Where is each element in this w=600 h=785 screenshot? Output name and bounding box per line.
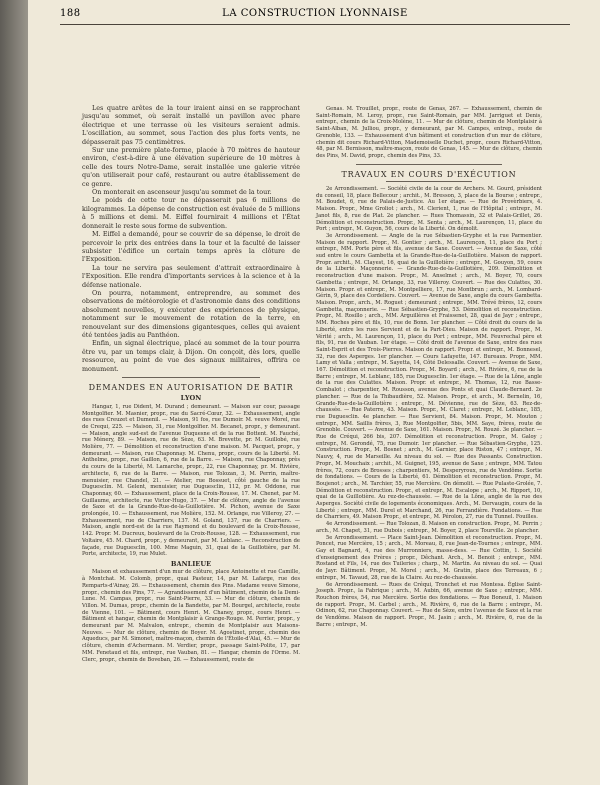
right-column [316, 106, 542, 628]
page-number: 188 [60, 8, 81, 19]
section-divider [356, 164, 502, 165]
arrondissement-2: 2e Arrondissement. — Société civile de la cour de Archers. M. Gourd, président du conseil, 18, place Bellecour ; archit., M. Bresson, 3, place de la Bourse ; entrepr., M. Boudet, 6, rue de Palais-de-Justice. Au 1er étage. — Rue de Provèrbiers, 4. Maison. Propr., Mme Groliot ; arch., M. Clerient, 1, rue de l'Hôpital ; entrepr., M. Janot fils, 8, rue de Plat. 2e plancher. — Rues Thomassin, 32 et Palais-Grillet, 26. Démolition et reconstruction. Propr., M. Senta ; arch., M. Laurençon, 11, place du Port ; entrepr., M. Guyon, 56, cours de la Liberté. On démolit. [316, 186, 542, 233]
arrondissement-4: 4e Arrondissement. — Rue Tolozan, 8. Maison en construction. Propr., M. Perrin ; arch., M. Chapet, 31, rue Dubois ; entrepr., M. Boyer, 2, place Tourville. 2e plancher. [316, 521, 542, 534]
journal-title: LA CONSTRUCTION LYONNAISE [222, 8, 408, 19]
lyon-listings: Hangar, 1, rue Dident, M. Durand ; demeurant. — Maison sur cour, passage Montgolfier. M. Masnier, propr., rue du Sacré-Cœur, 32. — Exhaussement, angle des rues Creuzet et Dumenil. — Maison, 91 fos, rue Dumoir. M. veuve Morel, rue de Crequi, 225. — Maison, 31, rue Montgolfier. M. Becanet, propr., y demeurant. — Maison, angle sud-est de l'avenue Duquesne et de la rue Bottent. M. Fauché, rue Ménery, 89. — Maison, rue de Sèze, 63. M. Brevette, pr. M. Guillobé, rue Molière, 77. — Démolition et reconstruction d'une maison. M. Pacquet, propr., y demeurant. — Maison, rue Chaponnay. M. Chenu, propr., cours de la Liberté. M. Anthelme, propr., rue Gaillon, 6, rue de la Barre. — Maison, rue Chaponnay, près du cours de la Liberté, M. Lamarche, propr., 22, rue Chaponnay, pr. M. Rivière, architecte, 6, rue de la Barre. — Maison, rue Tolozan, 3, M. Perrin, maître-menuisier, rue Chandel, 21. — Atelier, rue Bossuet, côté gauche de la rue Duguesclin. M. Gelent, menuisier, rue Duguesclin, 112, pr. M. Oddone, rue Chaponnay, 60. — Exhaussement, place de la Croix-Rousse, 17. M. Chenet, par M. Guillaume, architecte, rue Victor-Hugo, 37. — Mur de clôture, angle de l'avenue de Saxe et de la Grande-Rue-de-la-Guillotière. M. Pichon, avenue de Saxe prolongée, 10. — Exhaussement, rue Molière, 152. M. Orlange, rue Villeroy, 27. — Exhaussement, rue de Charriers, 137. M. Goland, 137, rue de Charriers. — Maison, angle nord-est de la rue Raymond et du boulevard de la Croix-Rousse, 142. Propr. M. Ducreux, boulevard de la Croix-Rousse, 128. — Exhaussement, rue Voltaire, 45. M. Chard, propr., y demeurant, par M. Leblanc. — Reconstruction de façade, rue Duguesclin, 100. Mme Maguin, 31, quai de la Guillotière, par M. Porte, architecte, 19, rue Mulet. [82, 403, 300, 558]
paragraph: La tour ne servira pas seulement d'attrait extraordinaire à l'Exposition. Elle rendra d'importants services à la science et à la défense nationale. [82, 263, 300, 289]
left-column [82, 104, 300, 663]
paragraph: On monterait en ascenseur jusqu'au sommet de la tour. [92, 188, 272, 197]
arrondissement-6: 6e Arrondissement. — Rues de Créqui, Tronchet et rue Montesa. Église Saint-Joseph. Propr., la Fabrique ; arch., M. Aubin, 66, avenue de Saxe ; entrepr., MM. Rouchon frères, 54, rue Mercière. Sortie des fondations. — Rue Boneuil, 1. Maison de rapport. Propr., M. Carbel ; arch., M. Rivière, 6, rue de la Barre ; entrepr., M. Odinon, 62, rue Chaponnay. Couvert. — Rue de Sèze, entre l'avenue de Saxe et la rue de Vendôme. Maison de rapport. Propr., M. Jasin ; arch., M. Rivière, 6, rue de la Barre ; entrepr., M. [316, 581, 542, 628]
section-title-demandes: DEMANDES EN AUTORISATION DE BATIR [88, 383, 294, 392]
paragraph: On pourra, notamment, entreprendre, au sommet des observations de météorologie et d'astronomie dans des conditions absolument nouvelles, y exécuter des expériences de physique, notamment sur le mouvement de rotation de la terre, en renouvelant sur des dimensions gigantesques, celles qui avaient été tentées jadis au Panthéon. [82, 288, 300, 339]
section-title-travaux: TRAVAUX EN COURS D'EXÉCUTION [341, 169, 517, 179]
paragraph: M. Eiffel a demandé, pour se couvrir de sa dépense, le droit de percevoir le prix des entrées dans la tour et la faculté de laisser subsister l'édifice un certain temps après la clôture de l'Exposition. [82, 230, 300, 264]
page-fold-shadow [0, 0, 28, 785]
page-header [60, 8, 570, 22]
subsection-banlieue: BANLIEUE [170, 559, 212, 568]
paragraph: Les quatre arêtes de la tour iraient ainsi en se rapprochant jusqu'au sommet, où serait installé un pavillon avec phare électrique et une terrasse où les visiteurs seraient admis. L'oscillation, au sommet, sous l'action des plus forts vents, ne dépasserait pas 75 centimètres. [82, 104, 300, 146]
header-rule [60, 24, 570, 25]
continued-listings: Genas. M. Trouillet, propr., route de Genas, 267. — Exhaussement, chemin de Saint-Romain, M. Leroy, propr., rue Saint-Romain, par MM. Jarriguet et Denis, entrepr., chemin de la Croix-Molène, 11. — Mur de clôture, chemin de Montplaisir à Saint-Alban, M. Julliou, propr., y demeurant, par M. Campes, entrep., route de Grenoble, 133. — Exhaussement d'un bâtiment et construction d'un mur de clôture, chemin dit cours Richard-Vitton, Mademoiselle Duchet, propr., cours Richard-Vitton, 48, par M. Bernisson, maître-maçon, route de Genas, 145. — Mur de clôture, chemin des Pins, M. David, propr., chemin des Pins, 33. [316, 106, 542, 159]
section-divider [122, 377, 260, 378]
arrondissement-3: 3e Arrondissement. — Angle de la rue Sébastien-Gryphe et la rue Parmentier. Maison de rapport. Propr., M. Gontier ; arch., M. Laurençon, 11, place du Port ; entrepr., MM. Porte père et fils, avenue de Saxe. Couvert. — Avenue de Saxe, côté sud entre le cours Gambetta et la Grande-Rue-de-la-Guillotière. Maison de rapport. Propr. archit., M. Clayest, 16, quai de la Guillotière ; entrepr., M. Gouyon, 59, cours de la Liberté. Maçonnerie. — Grande-Rue-de-la-Guillotière, 209. Démolition et reconstruction d'une maison. Propr., M. Anselmet ; arch., M. Boyer, 70, cours Gambetta ; entrepr., M. Ortange, 33, rue Villeroy. Couvert. — Rue des Culattes, 30. Maison. Propr. et entrepr., M. Montpelliere, 17, rue Montbrun ; arch., M. Lombard-Gérin, 9, place des Cordeliers. Couvert. — Avenue de Saxe, angle du cours Gambetta. Maison. Propr., arch., M. Roguet ; demeurant ; entrepr., MM. Trévé frères, 12, cours Gambetta, maçonnerie. — Rue Sébastien-Gryphe, 53. Démolition et reconstruction. Propr., M. Rosillo ; arch., MM. Arguillères et Fraissenet, 28, quai de Jayr ; entrepr., MM. Roches père et fils, 10, rue de Bonn. 1er plancher. — Côté droit du cours de la Liberté, entre les rues Servient et de la Part-Dieu. Maison de rapport. Propr., M. Vérité ; arch., M. Laurençon, 11, place du Port ; entrepr., MM. Feuvrechal père et fils, 91, rue de Vauban. 1er étage. — Côté droit de l'avenue de Saxe, entre des rues Saint-Esprit et des Trois-Pierres. Maison de rapport. Propr. et entrepr., M. Bonnesel, 32, rue des Asperges. 1er plancher. — Cours Lafayette, 147. Bureaux. Propr., MM. Lamy et Valla ; entrepr., M. Sayetta, 14, Côté Delessalle. Couvert. — Avenue de Saxe, 167. Démolition et reconstruction. Propr., M. Boyard ; arch., M. Rivière, 6, rue de la Barre ; entrepr., M. Leblanc, 185, rue Duguesclin. 1er étage. — Rue de la Lône, angle de la rue des Culattes. Maison. Propr. et entrepr., M. Thomas, 12, rue Basse-Combalot ; charpentier, M. Rousson, avenue des Ponts et quai Claude-Bernard. 2e plancher. — Rue de la Thibaudière, 52. Maison. Propr., et arch., M. Bernelin, 16, Grande-Rue-de-la-Guillotière ; entrepr., M. Dévienne, rue de Sèze, 63. Rez-de-chaussée. — Rue Paterre, 43. Maison. Propr., M. Claret ; entrepr., M. Leblanc, 185, rue Duguesclin. 4e plancher. — Rue Servient, 84. Maison. Propr., M. Mouton ; entrepr., MM. Saillis frères, 3, Rue Montgolfier, 5bis, MM. Saye, frères, route de Grenoble. Couvert. — Avenue de Saxe, 161. Maison. Propr., M. Rouzé. 3e plancher. — Rue de Créqui, 266 bis, 207. Démolition et reconstruction. Propr., M. Galoy ; entrepr., M. Gerondé, 75, rue Dumoir. 1er plancher. — Rue Sébastien-Gryphe, 125. Construction. Propr., M. Bosnet ; arch., M. Garnier, place Riston, 47 ; entrepr., M. Nauvy, 4, rue de Marseille. Au niveau du sol. — Rue des Passants. Construction. Propr., M. Mouchaix ; archit., M. Guignet, 195, avenue de Saxe ; entrepr., MM. Tatou frères, 72, cours de Brosses ; charpentiers, M. Desperyroux, rue de Vendôme. Sortie de fondations. — Cours de la Liberté, 61. Démolition et reconstruction. Propr., M. Boujenot ; arch., M. Tarchier, 55, rue Mercière. On démolit. — Rue Pulaste-Grolée, 7. Démolition et reconstruction. Propr., et entrepr., M. Escalope ; arch., M. Ripport, 10, quai de la Guillotière. Au rez-de-chaussée. — Rue de la Lône, angle de la rue des Asperges. Société civile de logements économiques. Arch., M. Dervaugin, cours de la Liberté ; entrepr., MM. Durel et Marchand, 26, rue Ferrandière. Fondations. — Rue de Charriers, 49. Maison Propr., et entrepr., M. Pérolon, 27, rue du Tunnel. Fouilles. [316, 232, 542, 521]
arrondissement-5: 5e Arrondissement. — Place Saint-Jean. Démolition et reconstruction. Propr., M. Poncet, rue Mercière, 15 ; arch., M. Moreau, 8, rue Jean-de-Tournes ; entrepr., MM. Gay et Bagnard, 4, rue des Murronniers, masse-dess. — Rue Cottin, 1. Société d'enseignement des Frères ; propr., Dêchant. Arch., M. Benoit ; entrepr., MM. Rostand et Fils, 14, rue des Tuileries ; charp., M. Martin. Au niveau du sol. — Quai de Jayr. Bâtiment. Propr., M. Morel ; arch., M. Gratin, place des Terreaux, 6 ; entrepr., M. Tavaud, 28, rue de la Claire. Au rez-de-chaussée. [316, 534, 542, 581]
paragraph: Enfin, un signal électrique, placé au sommet de la tour pourra être vu, par un temps clair, à Dijon. On conçoit, dès lors, quelle ressource, au point de vue des signaux militaires, offrira ce monument. [82, 339, 300, 373]
subsection-lyon: LYON [180, 394, 202, 403]
paragraph: Sur une première plate-forme, placée à 70 mètres de hauteur environ, c'est-à-dire à une élévation supérieure de 10 mètres à celle des tours Notre-Dame, serait installée une galerie vitrée qu'on utiliserait pour café, restaurant ou autre établissement de ce genre. [82, 146, 300, 188]
paragraph: Le poids de cette tour ne dépasserait pas 6 millions de kilogrammes. La dépense de construction est évaluée de 5 millions à 5 millions et demi. M. Eiffel fournirait 4 millions et l'État donnerait le reste sous forme de subvention. [82, 196, 300, 230]
banlieue-listings: Maison et exhaussement d'un mur de clôture, place Antoinette et rue Camille, à Montchat. M. Colomb, propr., quai Pasteur, 14, par M. Lafarge, rue des Remparts-d'Ainay, 26. — Exhaussement, chemin des Pins. Madame veuve Simone, propr., chemin des Pins, 77. — Agrandissement d'un bâtiment, chemin de la Demi-Lune. M. Campas, propr., rue Saint-Pierre, 33. — Mur de clôture, chemin de Villon. M. Dumas, propr., chemin de la Bandette, par M. Bourgel, architecte, route de Vienne, 101. — Bâtiment, cours Henri. M. Chaney, propr., cours Henri. — Bâtiment et hangar, chemin de Montplaisir à Grange-Rouge. M. Perrier, propr., y demeurant par M. Malvalon, entrepr., chemin de Montplaisir aux Maisons-Neuves. — Mur de clôture, chemin de Boyer. M. Agostinet, propr., chemin des Aqueducs, par M. Simonet, maître-maçon, chemin de l'Étoile-d'Alai, 45. — Mur de clôture, chemin d'Achermann. M. Verdier, propr., passage Saint-Polite, 17, par MM. Fenetaud et fils, entrepr., rue Vauban, 81. — Hangar, chemin de l'Orme. M. Clerc, propr., chemin de Boveban, 26. — Exhaussement, route de [82, 569, 300, 663]
section-divider [386, 181, 472, 182]
